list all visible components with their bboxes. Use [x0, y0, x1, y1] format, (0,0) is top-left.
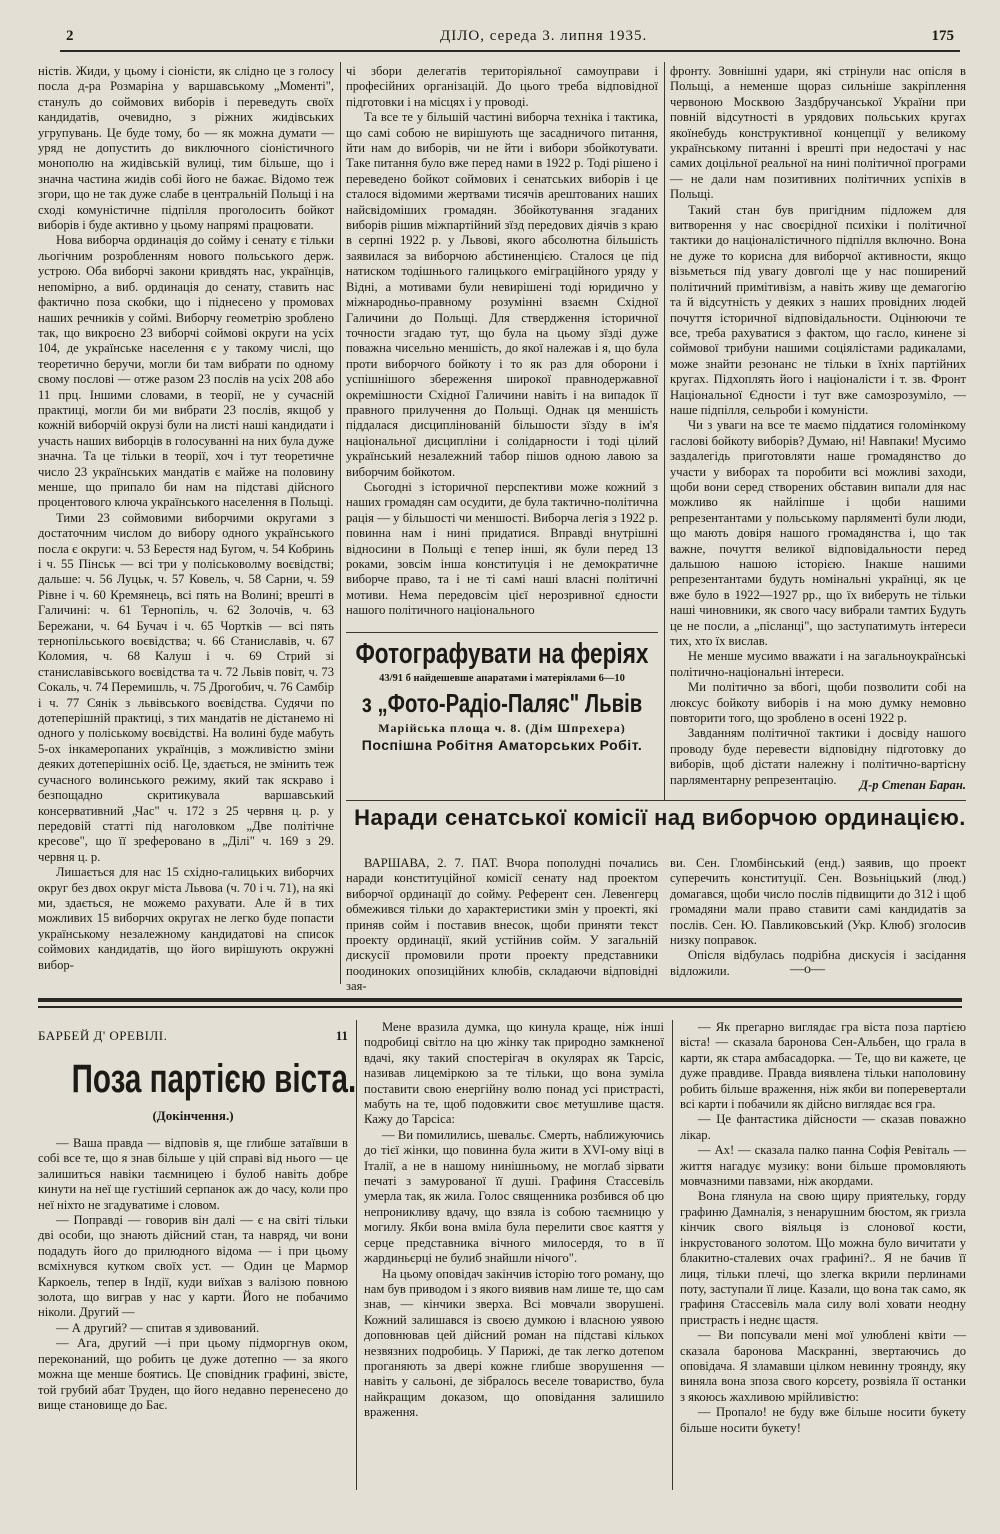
senate-text-left [346, 856, 658, 994]
page-header [60, 28, 960, 52]
serial-author: БАРБЕЙ Д' ОРЕВІЛІ. [38, 1028, 168, 1043]
paragraph: Вона глянула на свою щиру приятельку, горду графиню Дамналія, з ненарушним бюстом, як гризла кінчик свого віяльця із слонової кости, інкрустованого золотом. Що можна було вичитати у блакитно-сталевих очах графині?.. Я не бачив її лиця, тільки плечі, що злегка вкрили перлинами поту, заступали її лице. Казали, що вона так само, як графиня Стассевіль мала силу волі ховати неоднy пристрасть і неднє щастя. [680, 1189, 966, 1327]
ad-top-rule [346, 632, 658, 633]
column-divider [664, 62, 665, 800]
paragraph: Та все те у більшій частині виборча техніка і тактика, що самі собою не вирішують ще засадничого питання, йти нам до виборів, чи не йти і вибори збойкотувати. Таке питання було вже перед нами в 1922 р. Тоді рішено і переведено бойкот соймових і сенатських виборів і це сталося відомими жертвами тисячів арештованих наших найсвідоміших громадян. Збойкотування згаданих виборів рішив міжпартійний зїзд передових діячів з краю в серпні 1922 р. у Львові, якого абсолютна більшість заявилася за виборчою абстиненцією. Сталося це під натиском тодішнього галицького еміграційного уряду у Відні, а мотивами були невирішені тоді юридично у міжнародньо-правному розумінні взаємн Східної Галичини до Польщі. Для ствердження історичної точности згадаю тут, що була на цьому зїзді дуже поважна чисельно меншість, до якої належав і я, що була проти виборчого бойкоту і то як раз для оборони і успішнішого збереження широкої правнодержавної окремішности Східної Галичини навіть і на випадок її правного прилучення до Польщі. Однак ця меншість піддалася дисциплінованій більшости зїзду в ім'я національної дисципліни і солідарности і тоді цілий український незалежний табор пішов одною лавою за виборчим бойкотом. [346, 110, 658, 479]
paragraph: Чи з уваги на все те маємо піддатися голомінкому гаслові бойкоту виборів? Думаю, ні! Навпаки! Мусимо заздалегідь приготовляти наше громадянство до участи у виборах та поробити всі можливі заходи, щоби вони серед створених обставин випали для нас можливо як найліпше і щоби нашими репрезентантами у польському парляменті були люди, що мають довіря нашого громадянства і, що так важне, почуття великої відповідальности перед дальшою нашою історією. Інакше нашими репрезентантами будуть номінальні українці, як це вже було в 1922—1927 рр., що їх виберуть не тільки наші чиновники, як свого часу вибрали тамтих Будуть це не посли, а „післанці", що заступатимуть інтереси тих, хто їх вислав. [670, 418, 966, 649]
masthead-date: ДІЛО, середа 3. липня 1935. [440, 28, 648, 44]
paragraph: — Пропало! не буду вже більше носити букету більше носити букету! [680, 1405, 966, 1435]
column-divider [672, 1020, 673, 1490]
paragraph: — Ви помилились, шевальє. Смерть, наближуючись до тієї жінки, що повинна була жити в XVI-ому віці в Італії, а не в нашому нинішньому, не моглаб зірвати печаті з замурованої її душі. Графиня Стассевіль умерла так, як жила. Голос священника розбився об цю непроникливу вдачу, що взяла із собою таємницю у могилу. Якби вона вміла була перелити своє каяття у серце представника вічного милосердя, то в її жардиньєрці не булиб знайшли нічого". [364, 1127, 664, 1266]
paragraph: ВАРШАВА, 2. 7. ПАТ. Вчора пополудні почались наради конституційної комісії сенату над проектом виборчої ординації до сойму. Референт сен. Левенгерц обмежився тільки до характеристики змін у проекті, які приняв сойм і поставив внесок, щоби приняти текст проекту ординації, який устійнив сойм. У загальній дискусії промовили проти проекту представники поодиноких опозиційних клюбів, складаючи відповідні зая- [346, 856, 658, 994]
paragraph: Нова виборча ординація до сойму і сенату є тільки льогічним розробленням нового польського держ. устрою. Оба виборчі закони кривдять нас, українців, непомірно, а виб. ординація до сенату, ставить нас фактично поза скобки, що і піднесено у промовах наших речників у соймі. Виборчу геометрію зроблено так, що викроєно 23 виборчі соймові округи на усіх 104, де українське населення є у такому числі, що теоретично беручи, могли би там вибрати по одному свому послові — отже разом 23 послів на усіх 208 або 11 прц. Іншими словами, в теорії, не у сучасній практиці, могли би ми вибрати 23 послів, якщоб у кожній виборчій окрузі були на листі наші кандидати і участь наших виборців в голосуванні на них була дуже значна. Та це тільки в теорії, хоч і тут теоретичне число 23 українських мандатів є майже на половину менше, що припало би нам на підставі дійсного процентового ключа українського населення в Польщі. [38, 233, 334, 510]
paragraph: ви. Сен. Гломбінський (енд.) заявив, що проект суперечить конституції. Сен. Возьніцький (люд.) домагався, щоби число послів підвищити до 312 і щоб громадяни мали право ставити самі кандидатів за послів. Сен. Ю. Павликовський (Укр. Клюб) зголосив низку поправок. [670, 856, 966, 948]
paragraph: — Це фантастика дійсности — сказав поважно лікар. [680, 1112, 966, 1142]
paragraph: На цьому оповідач закінчив історію того роману, що нам був приводом і з якого виявив нам лише те, що сам знав, — кінчики зверха. Всі мовчали зворушені. Кожний залишався із своєю думкою і власною уявою доповнював цей дійсний роман на підставі кількох незвязних подробиць. У Парижі, де так легко дотепом проганяють за двері кожне глибше зворушення — навіть у сальоні, де зібралось веселе товариство, була найкращим доказом, що оповідання залишило враження. [364, 1266, 664, 1420]
paragraph: Мене вразила думка, що кинула краще, ніж інші подробиці світло на цю жінку так природно замкненої вдачі, яку такий спостерігач в окулярах як Тарсіс, називав лицеміркою за те тільки, що вона зуміла поставити свою енергійну волю понад усі пристрасті, мабуть на те, щоб подовжити своє метушливе щастя. Кажу до Тарсіса: [364, 1020, 664, 1127]
ad-shop-name: з „Фото-Радіо-Паляс" Львів [361, 688, 643, 718]
senate-headline: Наради сенатської комісії над виборчою ординацією. [354, 805, 966, 830]
paragraph: — Ви попсували мені мої улюблені квіти — сказала баронова Маскранні, звертаючись до оповідача. Я зламавши цілком невинну троянду, яку виняла вона зпоза свого корсету, розвіяла її останки з якоюсь жахливою мрійливістю: [680, 1328, 966, 1404]
paragraph: Такий стан був пригідним підложем для витворення у нас своєрідної психіки і політичної тактики до націоналістичного підпілля включно. Вона не дуже то корисна для виборчої активности, якщо візьметься під увагу довголі ще у нас поширений політичний примітивізм, а навіть живу ще демагогію та й відсутність у деяких з наших провідних людей почуття історичної відповідальности. Оцінюючи те все, треба рахуватися з фактом, що гасло, кинене зі соймової трибуни нашими соціялістами радикалами, може знайти резонанс не тільки в їхніх партійних кругах. Підхоплять його і націоналісти і т. зв. Фронт Національної Єдности і тут вже самозрозуміло, — наше підпілля, сельроби і комуністи. [670, 202, 966, 417]
paragraph: Тими 23 соймовими виборчими округами з достаточним числом до вибору одного українського посла є округи: ч. 53 Берестя над Бугом, ч. 54 Кобринь і ч. 55 Пінськ — всі три у поліськоволму воєвідстві; дальше: ч. 56 Луцьк, ч. 57 Ковель, ч. 58 Сарни, ч. 59 Рівне і ч. 60 Кремянець, всі пять на Волині; врешті в Галичині: ч. 61 Тернопіль, ч. 62 Золочів, ч. 63 Бережани, ч. 64 Бучач і ч. 65 Чортків — всі пять тернопільського воєвідства; ч. 66 Станиславів, ч. 67 Коломия, ч. 68 Калуш і ч. 69 Стрий зі станиславівського воєвідства та ч. 72 Львів повіт, ч. 73 Сокаль, ч. 74 Перемишль, ч. 75 Дрогобич, ч. 76 Самбір і ч. 77 Сянік з львівського воєвідства. Судячи по дотеперішній практиці, з тих мандатів не дістанемо ні одного у поліському воєвідстві. На волині буде мабуть 5-ох інкамеропаних українців, з можливістю зміни деяких дотеперішніх осіб. Це, здається, не змінить теж сучасного волинського режиму, який так яскраво і безпощадно скритикувала варшавський консервативний „Час" ч. 172 з 25 червня ц. р. у передовій статті під наголовком „Две політічне кресове", що її зреферовано в „Ділі" ч. 169 з 29. червня ц. р. [38, 510, 334, 864]
column-divider [340, 62, 341, 984]
section-rule [38, 1006, 962, 1008]
issue-number: 175 [931, 28, 954, 44]
paragraph: — А другий? — спитав я здивований. [56, 1320, 260, 1335]
serial-title: Поза партією віста. [71, 1057, 357, 1101]
paragraph: — Ах! — сказала палко панна Софія Ревіталь — життя нагадує музику: вони більше промовляють мовчазними павзами, ніж акордами. [680, 1143, 966, 1189]
serial-continuation: (Докінчення.) [152, 1108, 234, 1123]
author-signature: Д-р Степан Баран. [859, 778, 966, 792]
paragraph: — Як прегарно виглядає гра віста поза партією віста! — сказала баронова Сен-Альбен, що грала в карти, як стара амбасадорка. — Те, що ви кажете, це дуже правдиве. Правда виявлена тільки наполовину робить більше враження, ніж якби ви поперевертали всі карти і побачили як дійсно виглядає вся гра. [680, 1020, 966, 1112]
novel-column-1 [38, 1136, 348, 1486]
paragraph: Ми політично за вбогі, щоби позволити собі на люксус бойкоту виборів і на мою думку немовно повторити того, що зроблено в осені 1922 р. [670, 680, 966, 726]
paragraph: Опісля відбулась подрібна дискусія і засідання відложили. [670, 948, 966, 978]
end-ornament: —o— [790, 962, 825, 977]
paragraph: — Поправді — говорив він далі — є на світі тільки дві особи, що знають дійсний стан, та навряд, чи вони подадуть його до прилюдного відома — і при цьому всміхнувся кутком своїх уст. — Один це Мармор Каркоель, тепер в Індії, куди виїхав з валізою повною золота, що виграв у нас у карти. Його не побачимо ніколи. Другий — [38, 1213, 348, 1320]
senate-text-right [670, 856, 966, 978]
section-rule [38, 998, 962, 1002]
article-column-2 [346, 64, 658, 630]
paragraph: чі збори делегатів територіяльної самоуправи і професійних організацій. До цього треба відповідної підготовки і на місцях і у проводі. [346, 64, 658, 109]
article-column-1 [38, 64, 334, 984]
paragraph: ністів. Жиди, у цьому і сіоністи, як слідно це з голосу посла д-ра Розмаріна у варшавському „Моменті", станулъ до соймових виборів і переведуть своїх кандидатів, очевидно, з ріжних жидівських угрупувань. Це буде тому, бо — як можна думати — уряд не допустить до виключного сіоністичного монополю на жидівській вулиці, тим більше, що і значна частина жидів собі його не бажає. Відомо теж згори, що не так дуже слабе в центральній Польщі і на сході комуністичне підпілля проголосить бойкот виборів і буде активно у цьому напрямі працювати. [38, 64, 334, 233]
paragraph: Лишається для нас 15 східно-галицьких виборчих округ без двох округ міста Львова (ч. 70 і ч. 71), на які ми, здається, не можемо рахувати. Але й в тих можливих 15 виборчих округах не легко буде попасти українському незалежному кандидатові на список соймових кандидатів, що його вирішують окружні вибор- [38, 865, 334, 972]
photo-advertisement [346, 636, 658, 796]
novel-column-2 [364, 1020, 664, 1486]
paragraph: Не менше мусимо вважати і на загальноукраїнські політично-національні інтереси. [670, 649, 966, 679]
paragraph: Завданням політичної тактики і досвіду нашого проводу буде перевести відповідну підготовку до виборів, щоб дістати належну і політично-вартісну парляментарну репрезентацію. [670, 726, 966, 787]
paragraph: — Ага, другий —і при цьому підморгнув оком, переконаний, що робить це дуже дотепно — за якого можна ще менше боятись. Це сповідник графині, звісте, той грубий абат Труден, що його недавно перенесено до вище становище до Бає. [38, 1336, 348, 1412]
paragraph: фронту. Зовнішні удари, які стрінули нас опісля в Польщі, а неменше щораз сильніше закріплення червоною Москвою Заздбручанської України при повній відсутності в урядових польських кругах якоїнебудь конструктивної концепції у великому українському питанні і врешті при недостачі у нас самих доцільної реальної на нині політичної програми — не дали нам позитивних політичних успіхів в Польщі. [670, 64, 966, 202]
serial-number: 11 [335, 1028, 348, 1043]
column-divider [356, 1020, 357, 1490]
ad-subtitle: 43/91 б найдешевше апаратами і матеріялами 6—10 [379, 673, 625, 684]
novel-column-3 [680, 1020, 966, 1486]
ad-tagline: Поспішна Робітня Аматорських Робіт. [361, 737, 643, 753]
paragraph: Сьогодні з історичної перспективи може кожний з наших громадян сам осудити, де була тактично-політична рація — у більшості чи меншості. Виборча легія з 1922 р. повинна нам і нині придатися. Вправді внутрішні відносини в Польщі є тепер інші, як були перед 13 роками, зовсім інша конституція і не демократичне виборче право, та і не ті самі наші власні політичні мотиви. Нема передовсім цієї нерозривної єдности нашого політичного національного [346, 479, 658, 618]
ad-title: Фотографувати на феріях [355, 638, 649, 670]
ad-address: Марійська площа ч. 8. (Дім Шпрехера) [378, 721, 626, 735]
page-number: 2 [66, 28, 74, 44]
senate-top-rule [346, 800, 966, 801]
paragraph: — Ваша правда — відповів я, ще глибше затаївши в собі все те, що я знав більше у цій справі від нього — це залишиться навіки таємницею і булоб навіть добре кинути на неї ще густіший серпанок аж до часу, коли про неї ніхто не згадуватиме і словом. [38, 1136, 348, 1212]
